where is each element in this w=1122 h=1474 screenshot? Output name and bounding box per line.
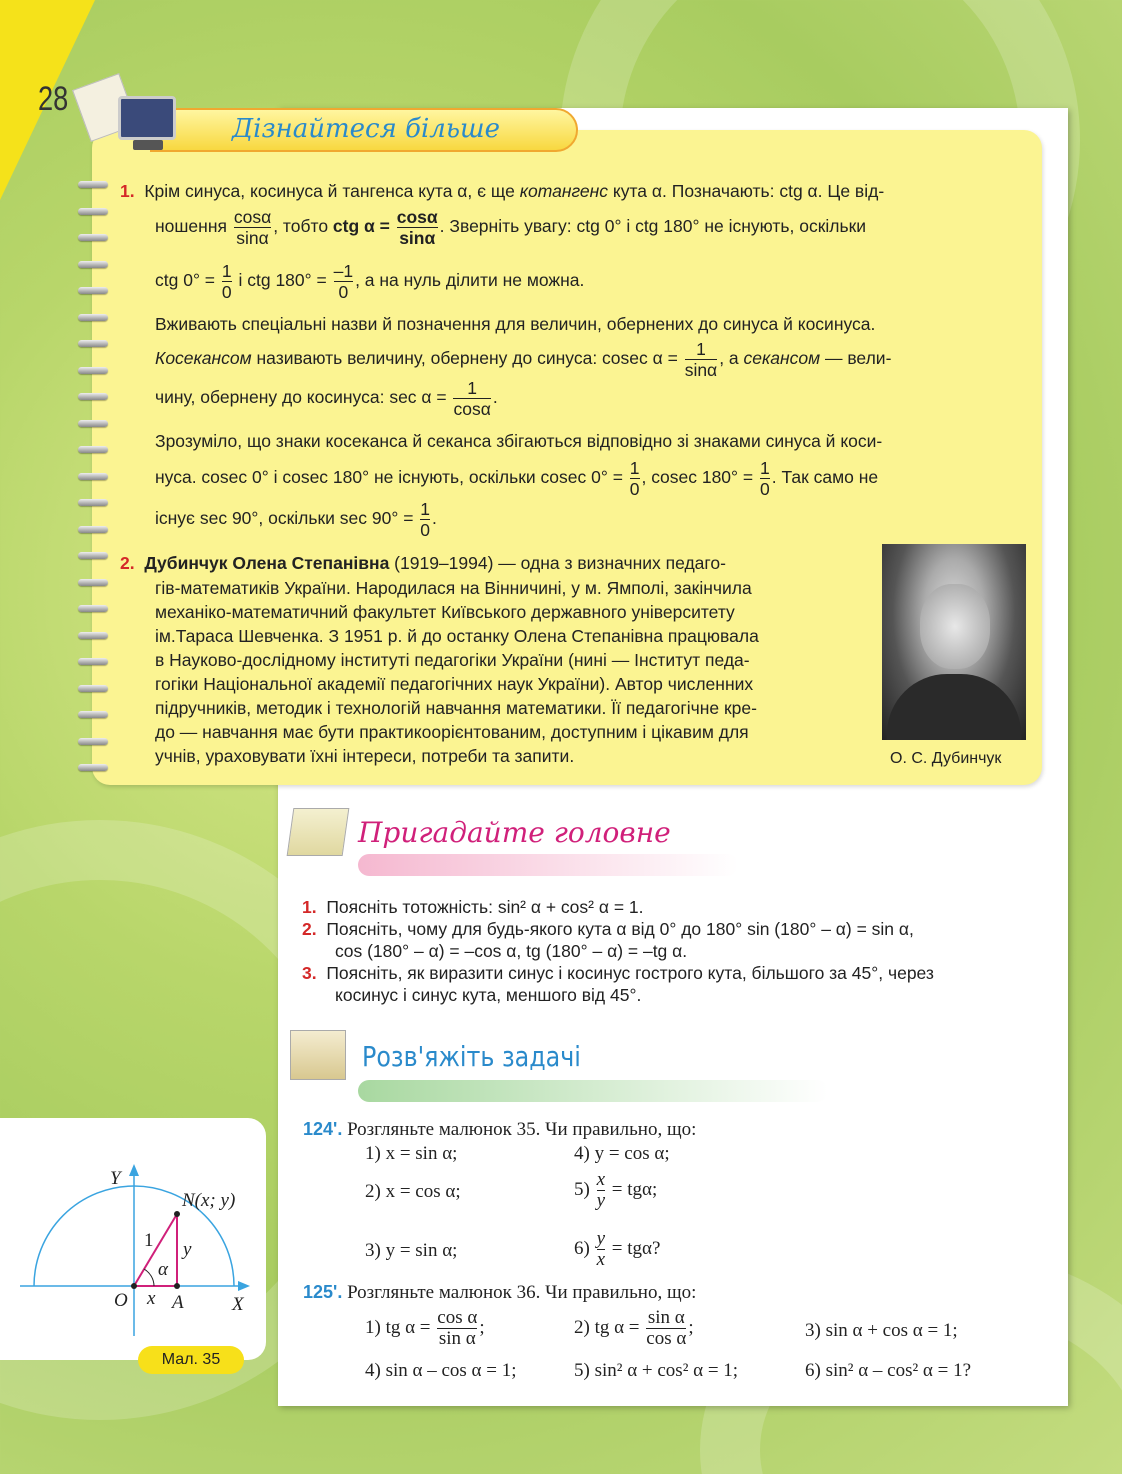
- denominator: sinα: [684, 360, 718, 380]
- ctg-definition: ctg α =: [332, 216, 395, 237]
- label-1: 1: [144, 1230, 154, 1251]
- fraction: [397, 207, 438, 248]
- text: , тобто: [273, 216, 333, 237]
- fraction: [222, 261, 232, 302]
- text: ;: [479, 1316, 485, 1338]
- text: .: [432, 508, 437, 529]
- problem-124: [303, 1118, 696, 1141]
- denominator: sinα: [397, 227, 438, 248]
- page-number: 28: [38, 80, 69, 118]
- recall-item-cont: cos (180° – α) = –cos α, tg (180° – α) = –tg α.: [335, 941, 688, 961]
- item1-line9: [155, 499, 437, 540]
- recall-item: [302, 918, 914, 940]
- problem-number: 125'.: [303, 1282, 343, 1302]
- option: [365, 1308, 485, 1349]
- text: , cosec 180° =: [641, 467, 758, 488]
- text: кута α. Позначають: ctg α. Це від-: [608, 181, 885, 201]
- figure-caption: Мал. 35: [138, 1346, 244, 1374]
- numerator: 1: [467, 378, 478, 398]
- item2-line: гів-математиків України. Народилася на Вінничині, у м. Ямполі, закінчила: [155, 578, 752, 598]
- problem-125: [303, 1281, 696, 1304]
- option: 4) y = cos α;: [574, 1143, 670, 1164]
- text: 6): [574, 1237, 595, 1259]
- item1-line1: [120, 180, 884, 202]
- text: , а на нуль ділити не можна.: [355, 270, 585, 291]
- fraction: [760, 458, 770, 499]
- denominator: cosα: [453, 399, 491, 419]
- numerator: cosα: [396, 207, 438, 227]
- numerator: sin α: [647, 1307, 685, 1328]
- denominator: 0: [334, 281, 353, 302]
- fraction: [597, 1170, 605, 1211]
- text: нуса. cosec 0° і cosec 180° не існують, оскільки cosec 0° =: [155, 467, 628, 488]
- compass-tools-icon: [290, 1030, 346, 1080]
- option: [574, 1170, 657, 1211]
- monitor-icon: [118, 96, 176, 140]
- text: Поясніть тотожність: sin² α + cos² α = 1.: [326, 897, 644, 917]
- numerator: 1: [221, 261, 232, 281]
- text: 2) tg α =: [574, 1316, 645, 1338]
- label-A: A: [172, 1292, 184, 1313]
- text: .: [492, 387, 498, 408]
- section-bar: [358, 1080, 828, 1102]
- fraction: [234, 207, 271, 248]
- text: = tgα?: [607, 1237, 661, 1259]
- text: . Так само не: [771, 467, 879, 488]
- text: — вели-: [820, 348, 892, 369]
- text: Поясніть, як виразити синус і косинус гострого кута, більшого за 45°, через: [326, 963, 934, 983]
- term-cotangent: котангенс: [519, 181, 609, 201]
- numerator: cosα: [233, 207, 272, 227]
- label-x: x: [147, 1288, 156, 1309]
- label-X: X: [232, 1294, 244, 1315]
- fraction: [597, 1229, 605, 1270]
- item1-line7: Зрозуміло, що знаки косеканса й секанса збігаються відповідно зі знаками синуса й коси-: [155, 431, 883, 451]
- alpha-arc: [144, 1269, 154, 1286]
- banner-title: Дізнайтеся більше: [232, 114, 500, 144]
- denominator: 0: [221, 282, 232, 302]
- option: 1) x = sin α;: [365, 1143, 458, 1164]
- item2-line: механіко-математичний факультет Київського державного університету: [155, 602, 735, 622]
- radius-segment: [134, 1214, 177, 1286]
- option: 3) sin α + cos α = 1;: [805, 1320, 958, 1341]
- section-bar: [358, 854, 738, 876]
- text: ctg 0° =: [155, 270, 220, 291]
- option: 2) x = cos α;: [365, 1181, 461, 1202]
- fraction: [630, 458, 640, 499]
- item-number: 3.: [302, 963, 317, 983]
- unit-circle-diagram: [0, 1118, 266, 1360]
- option: 3) y = sin α;: [365, 1240, 458, 1261]
- point-A: [174, 1283, 180, 1289]
- item2-line: учнів, ураховувати їхні інтереси, потреби та запити.: [155, 746, 575, 766]
- y-axis-arrow: [129, 1164, 139, 1176]
- denominator: x: [596, 1249, 606, 1270]
- text: (1919–1994) — одна з визначних педаго-: [389, 553, 726, 573]
- option: 5) sin² α + cos² α = 1;: [574, 1360, 739, 1381]
- numerator: cos α: [437, 1307, 478, 1328]
- item2-line1: [120, 552, 726, 574]
- numerator: 1: [420, 499, 431, 519]
- fraction: [334, 261, 353, 302]
- text: = tgα;: [607, 1178, 658, 1200]
- text: 5): [574, 1178, 595, 1200]
- numerator: x: [596, 1169, 606, 1190]
- text: чину, обернену до косинуса: sec α =: [155, 387, 452, 408]
- recall-title: Пригадайте головне: [358, 816, 671, 849]
- item2-number: 2.: [120, 553, 135, 573]
- text: Розгляньте малюнок 35. Чи правильно, що:: [347, 1119, 697, 1140]
- fraction: [453, 378, 490, 419]
- recall-item: [302, 962, 934, 984]
- term-cosecant: Косекансом: [155, 348, 252, 369]
- portrait-photo: [882, 544, 1026, 740]
- item1-line5: [155, 339, 891, 380]
- label-y: y: [183, 1239, 192, 1260]
- item1-line4: Вживають спеціальні назви й позначення для величин, обернених до синуса й косинуса.: [155, 314, 876, 334]
- monitor-base-icon: [133, 140, 163, 150]
- denominator: 0: [759, 479, 770, 499]
- notebook-icon: [287, 808, 350, 856]
- denominator: 0: [629, 479, 640, 499]
- fraction: [420, 499, 430, 540]
- denominator: sinα: [234, 227, 271, 248]
- person-name: Дубинчук Олена Степанівна: [144, 553, 390, 573]
- option: [574, 1308, 694, 1349]
- item1-line6: [155, 378, 498, 419]
- text: і ctg 180° =: [233, 270, 332, 291]
- text: ;: [688, 1316, 694, 1338]
- fraction: [437, 1308, 477, 1349]
- numerator: y: [596, 1228, 606, 1249]
- item2-line: до — навчання має бути практикоорієнтованим, доступним і цікавим для: [155, 722, 749, 742]
- point-N: [174, 1211, 180, 1217]
- item1-line3: [155, 261, 584, 302]
- text: Поясніть, чому для будь-якого кута α від 0° до 180° sin (180° – α) = sin α,: [326, 919, 914, 939]
- item2-line: ім.Тараса Шевченка. З 1951 р. й до останку Олена Степанівна працювала: [155, 626, 759, 646]
- notebook-rings: [78, 172, 112, 782]
- problem-number: 124'.: [303, 1119, 343, 1139]
- denominator: cos α: [646, 1328, 687, 1349]
- option: 4) sin α – cos α = 1;: [365, 1360, 517, 1381]
- recall-item-cont: косинус і синус кута, меншого від 45°.: [335, 985, 642, 1005]
- item1-number: 1.: [120, 181, 135, 201]
- portrait-face: [920, 584, 990, 669]
- item2-line: підручників, методик і технологій навчання математики. Її педагогічне кре-: [155, 698, 757, 718]
- item-number: 1.: [302, 897, 317, 917]
- point-O: [131, 1283, 137, 1289]
- denominator: 0: [420, 520, 431, 540]
- recall-item: [302, 896, 644, 918]
- text: існує sec 90°, оскільки sec 90° =: [155, 508, 419, 529]
- figure-35-panel: [0, 1118, 266, 1360]
- option: 6) sin² α – cos² α = 1?: [805, 1360, 972, 1381]
- item2-line: гогіки Національної академії педагогічних наук України). Автор численних: [155, 674, 754, 694]
- text: ношення: [155, 216, 232, 237]
- portrait-body: [887, 674, 1021, 740]
- label-Y: Y: [110, 1168, 121, 1189]
- numerator: –1: [333, 261, 354, 281]
- text: 1) tg α =: [365, 1316, 436, 1338]
- numerator: 1: [696, 339, 706, 359]
- label-N: N(x; y): [182, 1190, 236, 1211]
- x-axis-arrow: [238, 1281, 250, 1291]
- photo-caption: О. С. Дубинчук: [890, 750, 1002, 767]
- numerator: 1: [629, 458, 640, 478]
- text: . Зверніть увагу: ctg 0° і ctg 180° не існують, оскільки: [439, 216, 867, 237]
- term-secant: секансом: [743, 348, 821, 369]
- fraction: [685, 339, 718, 380]
- text: Розгляньте малюнок 36. Чи правильно, що:: [347, 1282, 697, 1303]
- item-number: 2.: [302, 919, 317, 939]
- denominator: y: [596, 1190, 606, 1211]
- fraction: [646, 1308, 686, 1349]
- item1-line8: [155, 458, 878, 499]
- text: , а: [719, 348, 744, 369]
- option: [574, 1229, 660, 1270]
- item2-line: в Науково-дослідному інституті педагогіки України (нині — Інститут педа-: [155, 650, 750, 670]
- solve-title: Розв'яжіть задачі: [362, 1040, 581, 1073]
- label-O: O: [114, 1290, 128, 1311]
- text: Крім синуса, косинуса й тангенса кута α, є ще: [144, 181, 520, 201]
- label-alpha: α: [158, 1259, 168, 1280]
- text: називають величину, обернену до синуса: cosec α =: [251, 348, 683, 369]
- learn-more-banner: [150, 108, 578, 152]
- numerator: 1: [759, 458, 770, 478]
- item1-line2: [155, 207, 866, 248]
- denominator: sin α: [438, 1328, 476, 1349]
